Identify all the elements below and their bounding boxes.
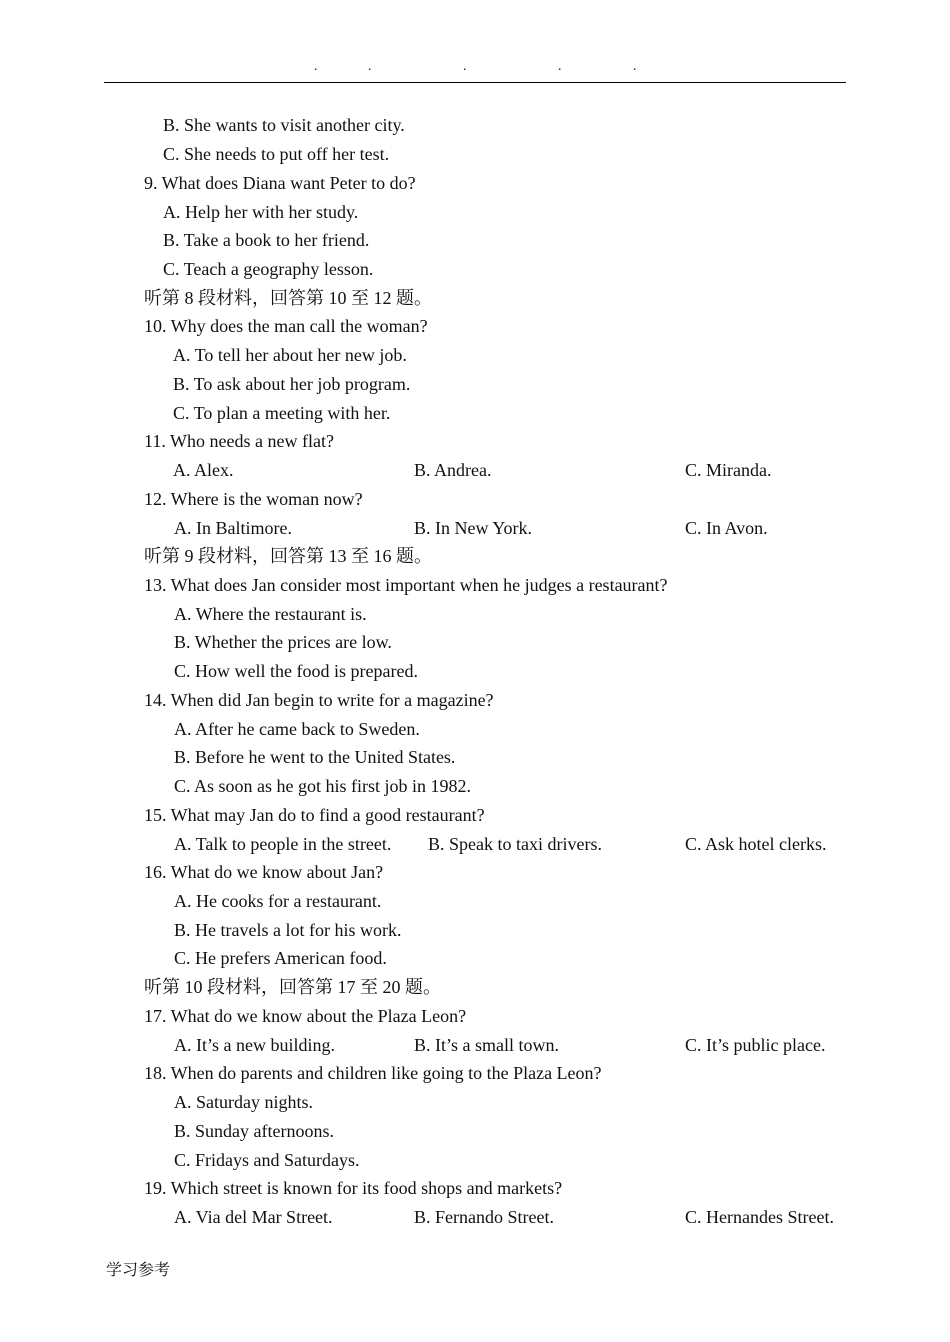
answer-option-c: C. It’s public place. [685,1035,826,1055]
header-dot: . [314,59,318,74]
question-15: 15. What may Jan do to find a good restaurant? [144,805,485,825]
question-10: 10. Why does the man call the woman? [144,316,428,336]
answer-option: C. Fridays and Saturdays. [174,1150,360,1170]
answer-option-b: B. In New York. [414,518,533,538]
answer-option: C. How well the food is prepared. [174,661,418,681]
question-19: 19. Which street is known for its food shops and markets? [144,1178,563,1198]
answer-option: B. He travels a lot for his work. [174,920,402,940]
answer-option-c: C. Miranda. [685,460,772,480]
answer-option: C. As soon as he got his first job in 1982. [174,776,472,796]
answer-option: A. Where the restaurant is. [174,604,367,624]
answer-option: A. Help her with her study. [163,202,359,222]
question-9: 9. What does Diana want Peter to do? [144,173,416,193]
header-dot: . [463,59,467,74]
answer-option: B. She wants to visit another city. [163,115,405,135]
answer-option: A. To tell her about her new job. [173,345,407,365]
section-heading: 听第 9 段材料，回答第 13 至 16 题。 [144,546,432,566]
header-divider [104,82,846,83]
answer-option: C. She needs to put off her test. [163,144,390,164]
answer-option: B. Take a book to her friend. [163,230,370,250]
question-18: 18. When do parents and children like going to the Plaza Leon? [144,1063,602,1083]
answer-option: B. To ask about her job program. [173,374,411,394]
answer-option: B. Sunday afternoons. [174,1121,334,1141]
answer-option-a: A. It’s a new building. [174,1035,335,1055]
question-13: 13. What does Jan consider most important when he judges a restaurant? [144,575,668,595]
section-heading: 听第 10 段材料，回答第 17 至 20 题。 [144,977,441,997]
section-heading: 听第 8 段材料，回答第 10 至 12 题。 [144,288,432,308]
question-16: 16. What do we know about Jan? [144,862,384,882]
answer-option: B. Whether the prices are low. [174,632,392,652]
answer-option-b: B. Andrea. [414,460,492,480]
question-17: 17. What do we know about the Plaza Leon? [144,1006,467,1026]
answer-option-c: C. Hernandes Street. [685,1207,834,1227]
answer-option-a: A. Via del Mar Street. [174,1207,333,1227]
header-dot: . [633,59,637,74]
answer-option-b: B. Fernando Street. [414,1207,554,1227]
question-12: 12. Where is the woman now? [144,489,363,509]
answer-option-b: B. It’s a small town. [414,1035,559,1055]
answer-option-b: B. Speak to taxi drivers. [428,834,602,854]
answer-option-a: A. Alex. [173,460,234,480]
answer-option: C. He prefers American food. [174,948,387,968]
answer-option: B. Before he went to the United States. [174,747,456,767]
answer-option: A. He cooks for a restaurant. [174,891,382,911]
answer-option-c: C. In Avon. [685,518,768,538]
answer-option: C. Teach a geography lesson. [163,259,374,279]
answer-option: C. To plan a meeting with her. [173,403,391,423]
answer-option-a: A. Talk to people in the street. [174,834,392,854]
header-dot: . [558,59,562,74]
footer-label: 学习参考 [106,1262,171,1279]
answer-option: A. Saturday nights. [174,1092,313,1112]
answer-option-a: A. In Baltimore. [174,518,292,538]
answer-option: A. After he came back to Sweden. [174,719,420,739]
answer-option-c: C. Ask hotel clerks. [685,834,827,854]
question-14: 14. When did Jan begin to write for a magazine? [144,690,494,710]
header-dot: . [368,59,372,74]
question-11: 11. Who needs a new flat? [144,431,334,451]
